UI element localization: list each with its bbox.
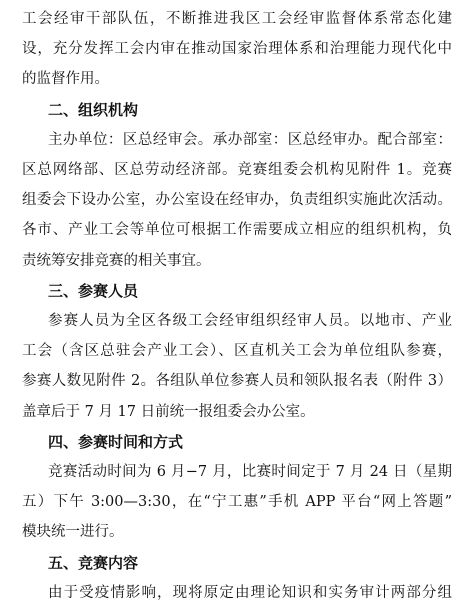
section-3-line-1: 参赛人员为全区各级工会经审组织经审人员。以地市、产业 — [48, 313, 452, 329]
section-4-line-2: 五）下午 3:00—3:30，在“宁工惠”手机 APP 平台“网上答题” — [22, 494, 452, 511]
section-4-line-3: 模块统一进行。 — [22, 524, 124, 541]
section-2-heading: 二、组织机构 — [48, 100, 139, 119]
section-2-line-3: 组委会下设办公室，办公室设在经审办，负责组织实施此次活动。 — [22, 192, 452, 209]
section-4-heading: 四、参赛时间和方式 — [48, 432, 184, 451]
section-5-heading: 五、竞赛内容 — [48, 553, 139, 572]
section-3-line-4: 盖章后于 7 月 17 日前统一报组委会办公室。 — [22, 403, 315, 420]
intro-line-1: 工会经审干部队伍，不断推进我区工会经审监督体系常态化建 — [22, 11, 452, 27]
intro-line-3: 的监督作用。 — [22, 71, 109, 88]
section-2-line-5: 责统筹安排竞赛的相关事宜。 — [22, 252, 211, 269]
section-3-heading: 三、参赛人员 — [48, 281, 139, 300]
section-2-line-4: 各市、产业工会等单位可根据工作需要成立相应的组织机构，负 — [22, 222, 452, 239]
section-2-line-2: 区总网络部、区总劳动经济部。竞赛组委会机构见附件 1。竞赛 — [22, 162, 452, 178]
section-4-line-1: 竞赛活动时间为 6 月−7 月，比赛时间定于 7 月 24 日（星期 — [48, 464, 452, 480]
section-5-line-1: 由于受疫情影响，现将原定由理论知识和实务审计两部分组 — [48, 584, 452, 601]
section-3-line-3: 参赛人数见附件 2。各组队单位参赛人员和领队报名表（附件 3） — [22, 373, 452, 390]
intro-line-2: 设，充分发挥工会内审在推动国家治理体系和治理能力现代化中 — [22, 41, 452, 58]
section-3-line-2: 工会（含区总驻会产业工会）、区直机关工会为单位组队参赛， — [22, 343, 452, 360]
section-2-line-1: 主办单位：区总经审会。承办部室：区总经审办。配合部室： — [48, 131, 452, 148]
